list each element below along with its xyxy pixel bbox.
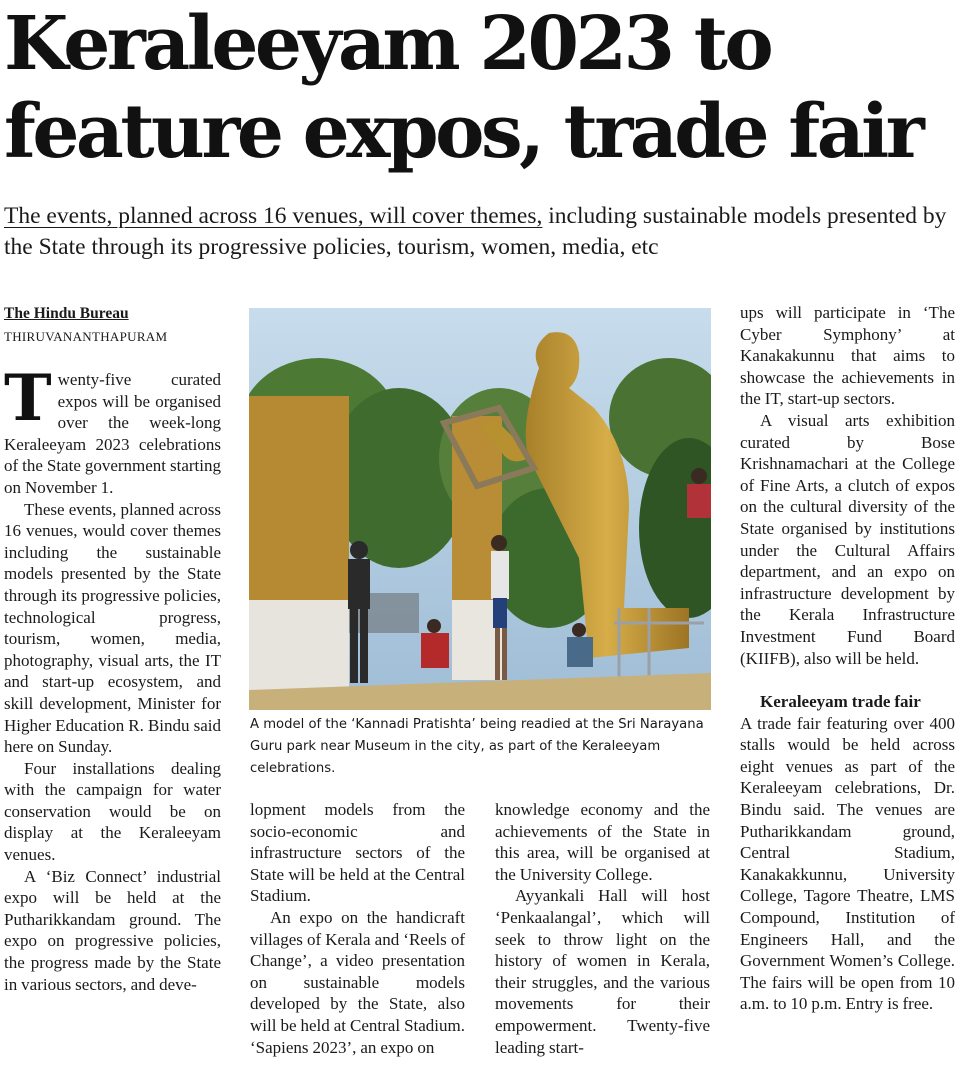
article-photo (249, 308, 711, 710)
paragraph (4, 361, 221, 499)
dateline: THIRUVANANTHAPURAM (4, 329, 168, 344)
deck-underlined: The events, planned across 16 venues, will cover themes, (4, 203, 543, 229)
deck-rest: including sustainable models presented by the State through its progressive policies, tourism, women, media, etc (4, 203, 947, 260)
paragraph: A visual arts exhibition curated by Bose Krishnamachari at the College of Fine Arts, a clutch of expos on the cultural diversity of the State organised by institutions under the Cultural Affairs department, and an expo on infrastructure development by the Kerala Infrastructure Investment Fund Board (KIIFB), also will be held. (740, 410, 955, 668)
column-1 (4, 361, 221, 995)
paragraph: A ‘Biz Connect’ industrial expo will be held at the Putharikkandam ground. The expo on progressive policies, the progress made by the State in various sectors, and deve- (4, 866, 221, 994)
paragraph: These events, planned across 16 venues, would cover themes including the sustainable models presented by the State through its progressive policies, technological progress, tourism, women, media, photography, visual arts, the IT and start-up ecosystem, and skill development, Minister for Higher Education R. Bindu said here on Sunday. (4, 499, 221, 757)
paragraph: knowledge economy and the achievements of the State in this area, will be organised at the University College. (495, 800, 710, 884)
paragraph: Ayyankali Hall will host ‘Penkaalangal’, which will seek to throw light on the history of women in Kerala, their struggles, and the various movements for their empowerment. Twenty-five leading start- (495, 886, 710, 1057)
byline: The Hindu Bureau (4, 305, 129, 322)
byline-block (4, 304, 229, 346)
paragraph-text: wenty-five curated expos will be organised over the week-long Keraleeyam 2023 celebrations of the State government starting on November 1. (4, 370, 221, 497)
paragraph: Four installations dealing with the campaign for water conservation would be on display at the Keraleeyam venues. (4, 758, 221, 865)
statue-photo-illustration (249, 308, 711, 710)
photo-caption: A model of the ‘Kannadi Pratishta’ being readied at the Sri Narayana Guru park near Museum in the city, as part of the Keraleeyam celebrations. (250, 717, 704, 776)
headline: Keraleeyam 2023 to feature expos, trade fair (4, 1, 922, 175)
drop-cap: T (4, 361, 52, 436)
paragraph: A trade fair featuring over 400 stalls would be held across eight venues as part of the Keraleeyam celebrations, Dr. Bindu said. The venues are Putharikkandam ground, Central Stadium, Kanakakkunnu, University College, Tagore Theatre, LMS Compound, Institution of Engineers Hall, and the Government Women’s College. The fairs will be open from 10 a.m. to 10 p.m. Entry is free. (740, 713, 955, 1014)
deck (4, 201, 954, 263)
paragraph: An expo on the handicraft villages of Kerala and ‘Reels of Change’, a video presentation on sustainable models developed by the State, also will be held at Central Stadium. ‘Sapiens 2023’, an expo on (250, 907, 465, 1057)
column-3 (495, 799, 710, 1058)
paragraph: ups will participate in ‘The Cyber Symphony’ at Kanakakunnu that aims to showcase the achievements in the IT, start-up sectors. (740, 303, 955, 409)
subhead: Keraleeyam trade fair (760, 692, 921, 712)
column-2 (250, 799, 465, 1058)
paragraph: lopment models from the socio-economic and infrastructure sectors of the State will be held at the Central Stadium. (250, 800, 465, 906)
column-4 (740, 302, 955, 1015)
